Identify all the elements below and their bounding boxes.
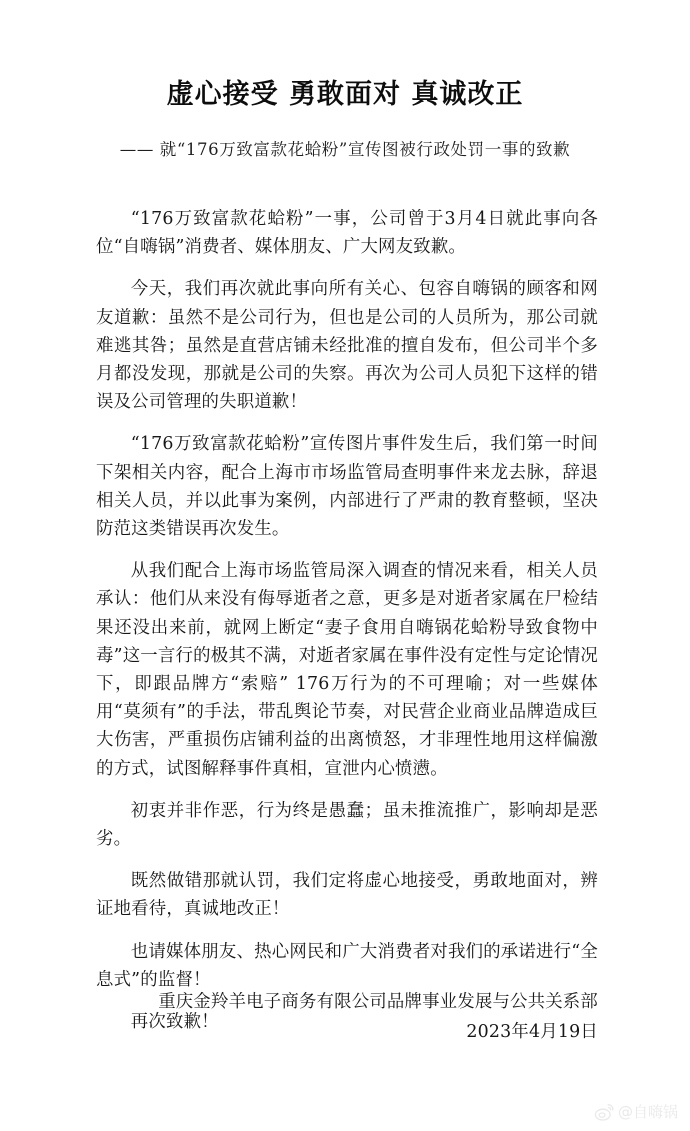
paragraph: 再次致歉！ [130,1012,219,1033]
page-title: 虚心接受 勇敢面对 真诚改正 [166,79,524,110]
paragraph: “176万致富款花蛤粉”宣传图片事件发生后，我们第一时间下架相关内容，配合上海市市场监管局查明事件来龙去脉，辞退相关人员，并以此事为案例，内部进行了严肃的教育整顿，坚决防范这类错误再次发生。 [96,434,598,540]
weibo-watermark-text: @自嗨锅 [617,1103,678,1121]
signature-date: 2023年4月19日 [466,1022,598,1042]
paragraph: 既然做错那就认罚，我们定将虚心地接受，勇敢地面对，辨证地看待，真诚地改正！ [96,871,598,920]
paragraph: 也请媒体朋友、热心网民和广大消费者对我们的承诺进行“全息式”的监督！ [96,941,598,990]
weibo-logo-icon [594,1102,615,1123]
signature-organization: 重庆金羚羊电子商务有限公司品牌事业发展与公共关系部 [158,992,598,1012]
paragraph: “176万致富款花蛤粉”一事，公司曾于3月4日就此事向各位“自嗨锅”消费者、媒体朋友、广大网友致歉。 [96,209,598,258]
page-subtitle: —— 就“176万致富款花蛤粉”宣传图被行政处罚一事的致歉 [119,139,571,159]
paragraph: 今天，我们再次就此事向所有关心、包容自嗨锅的顾客和网友道歉：虽然不是公司行为，但也是公司的人员所为，那公司就难逃其咎；虽然是直营店铺未经批准的擅自发布，但公司半个多月都没发现，那就是公司的失察。再次为公司人员犯下这样的错误及公司管理的失职道歉！ [96,279,598,413]
document-body [96,205,598,1036]
paragraph: 从我们配合上海市场监管局深入调查的情况来看，相关人员承认：他们从来没有侮辱逝者之意，更多是对逝者家属在尸检结果还没出来前，就网上断定“妻子食用自嗨锅花蛤粉导致食物中毒”这一言行的极其不满，对逝者家属在事件没有定性与定论情况下，即跟品牌方“索赔” 176万行为的不可理喻；对一些媒体用“莫须有”的手法，带乱舆论节奏，对民营企业商业品牌造成巨大伤害，严重损伤店铺利益的出离愤怒，才非理性地用这样偏激的方式，试图解释事件真相，宣泄内心愤懑。 [96,561,598,779]
weibo-watermark [594,1102,678,1123]
paragraph: 初衷并非作恶，行为终是愚蠢；虽未推流推广，影响却是恶劣。 [96,800,598,850]
signature-block [96,988,598,1046]
